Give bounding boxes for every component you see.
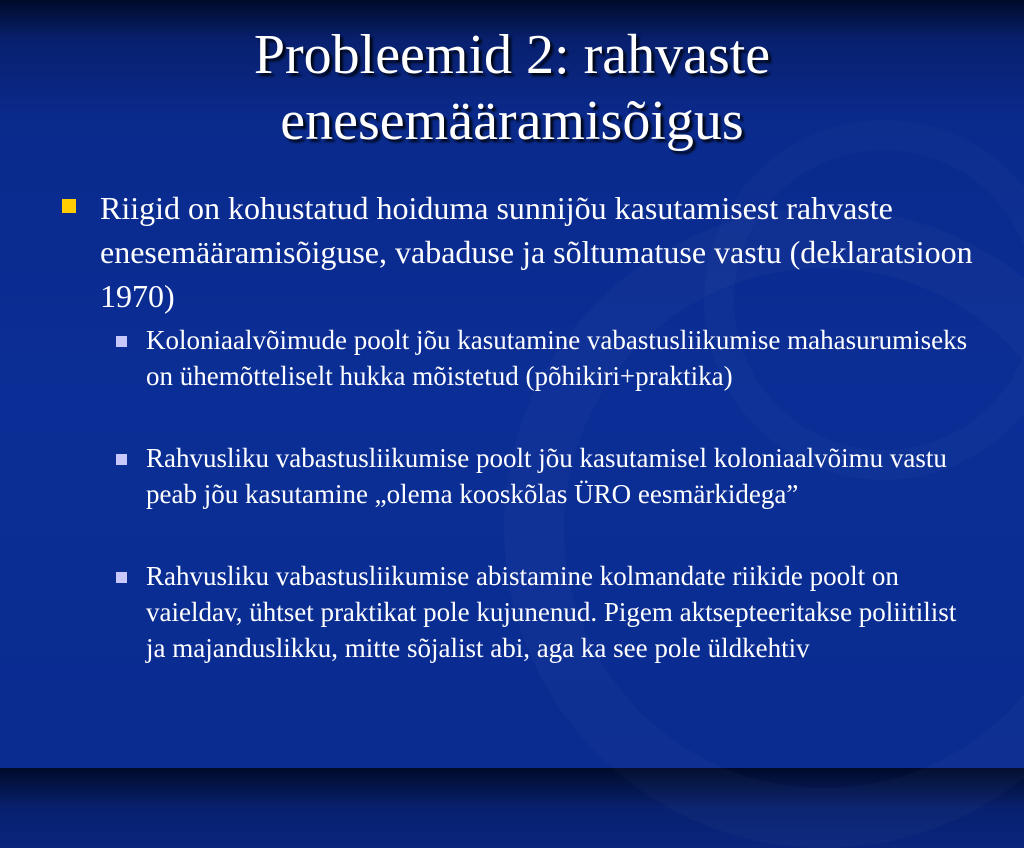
sub-bullet-text: Rahvusliku vabastusliikumise abistamine kolmandate riikide poolt on vaieldav, ühtset praktikat pole kujunenud. Pigem aktsepteeritakse poliitilist ja majanduslikku, mitte sõjalist abi, aga ka see pole üldkehtiv <box>146 561 957 663</box>
bullet-item <box>62 186 992 318</box>
square-bullet-icon <box>62 199 76 213</box>
slide-title-line-2: enesemääramisõigus <box>280 90 744 152</box>
sub-bullet-text: Rahvusliku vabastusliikumise poolt jõu kasutamisel koloniaalvõimu vastu peab jõu kasutamine „olema kooskõlas ÜRO eesmärkidega” <box>146 443 947 509</box>
square-sub-bullet-icon <box>116 336 127 347</box>
bullet-text: Riigid on kohustatud hoiduma sunnijõu kasutamisest rahvaste enesemääramisõiguse, vabaduse ja sõltumatuse vastu (deklaratsioon 1970) <box>100 190 973 314</box>
slide-title-line-1: Probleemid 2: rahvaste <box>253 24 771 86</box>
sub-bullet-text: Koloniaalvõimude poolt jõu kasutamine vabastusliikumise mahasurumiseks on ühemõtteliselt hukka mõistetud (põhikiri+praktika) <box>146 325 968 391</box>
square-sub-bullet-icon <box>116 572 127 583</box>
sub-bullet-item <box>116 558 976 666</box>
sub-bullet-item <box>116 440 976 512</box>
sub-bullet-item <box>116 322 976 394</box>
square-sub-bullet-icon <box>116 454 127 465</box>
